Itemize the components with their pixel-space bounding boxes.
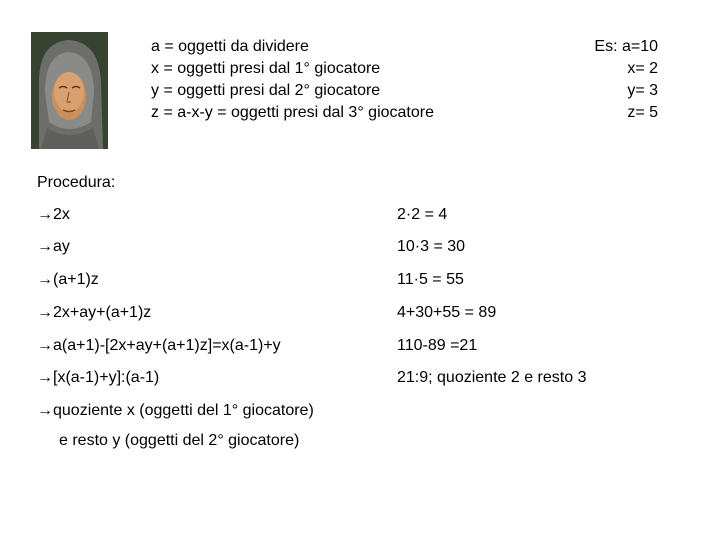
- step-5: →a(a+1)-[2x+ay+(a+1)z]=x(a-1)+y: [37, 337, 281, 354]
- result-3: 11·5 = 55: [397, 271, 464, 288]
- step-1: →2x: [37, 206, 70, 223]
- portrait-image: [31, 32, 108, 149]
- step-6: →[x(a-1)+y]:(a-1): [37, 369, 160, 386]
- definitions-block: [151, 36, 434, 124]
- definition-a: a = oggetti da dividere: [151, 38, 309, 55]
- step-7-continuation: e resto y (oggetti del 2° giocatore): [59, 432, 300, 449]
- example-x: x= 2: [627, 60, 658, 77]
- procedure-title: Procedura:: [37, 174, 116, 191]
- result-2: 10·3 = 30: [397, 238, 466, 255]
- example-a: Es: a=10: [594, 38, 658, 55]
- step-7: →quoziente x (oggetti del 1° giocatore): [37, 402, 314, 419]
- definition-x: x = oggetti presi dal 1° giocatore: [151, 60, 381, 77]
- example-z: z= 5: [627, 104, 658, 121]
- result-6: 21:9; quoziente 2 e resto 3: [397, 369, 587, 386]
- example-block: [584, 36, 658, 124]
- definition-y: y = oggetti presi dal 2° giocatore: [151, 82, 381, 99]
- example-y: y= 3: [627, 82, 658, 99]
- definition-z: z = a-x-y = oggetti presi dal 3° giocatore: [151, 104, 434, 121]
- result-1: 2·2 = 4: [397, 206, 448, 223]
- result-5: 110-89 =21: [397, 337, 478, 354]
- step-3: →(a+1)z: [37, 271, 99, 288]
- step-4: →2x+ay+(a+1)z: [37, 304, 152, 321]
- result-4: 4+30+55 = 89: [397, 304, 497, 321]
- step-2: →ay: [37, 238, 70, 255]
